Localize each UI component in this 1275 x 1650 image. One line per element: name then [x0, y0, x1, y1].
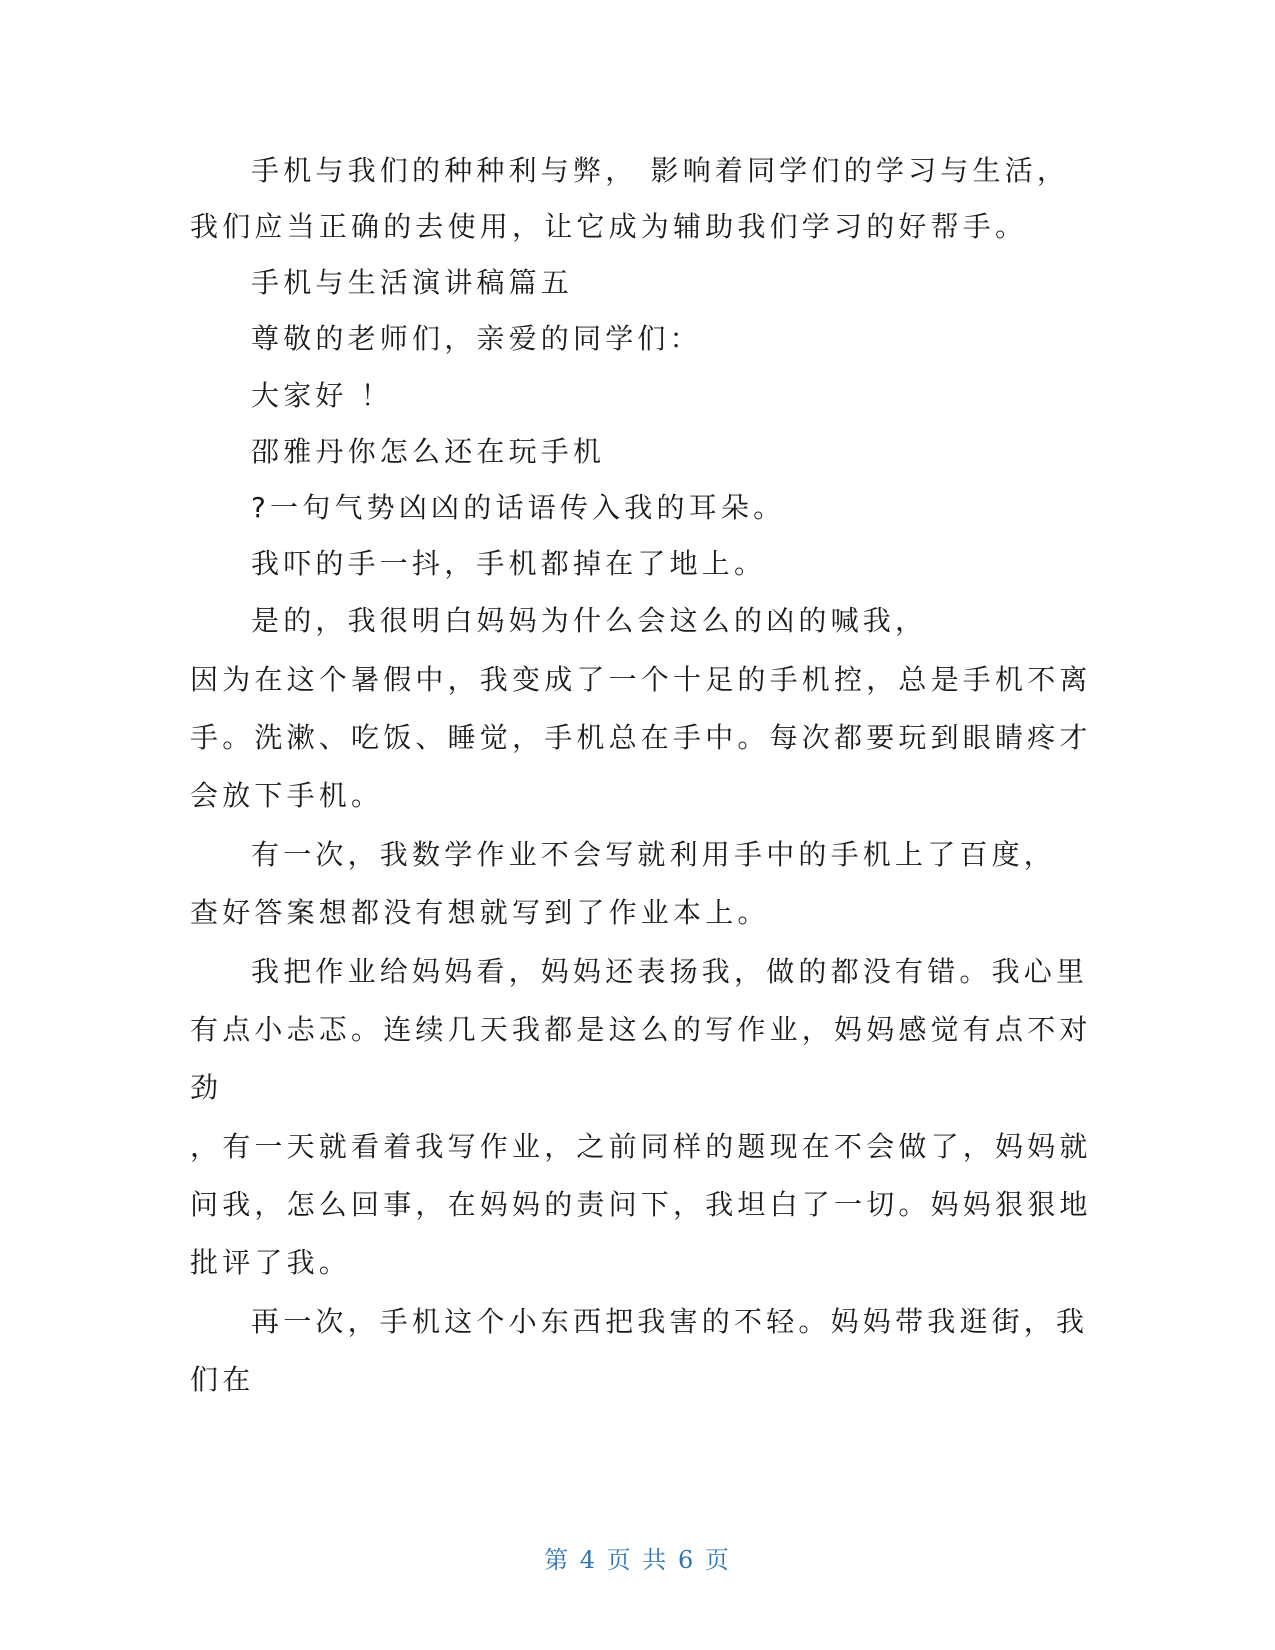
text-line: ?一句气势凶凶的话语传入我的耳朵。 — [251, 491, 786, 524]
text-line: 批评了我。 — [190, 1246, 352, 1279]
text-line: 邵雅丹你怎么还在玩手机 — [251, 435, 606, 468]
text-line: 手。洗漱、吃饭、睡觉，手机总在手中。每次都要玩到眼睛疼才 — [190, 721, 1092, 754]
text-line: 查好答案想都没有想就写到了作业本上。 — [190, 896, 770, 929]
text-line: 尊敬的老师们，亲爱的同学们： — [251, 322, 702, 355]
text-line: 我吓的手一抖，手机都掉在了地上。 — [251, 547, 767, 580]
text-line: 们在 — [190, 1363, 255, 1396]
text-line: 我们应当正确的去使用，让它成为辅助我们学习的好帮手。 — [190, 210, 1028, 243]
text-line: 我把作业给妈妈看，妈妈还表扬我，做的都没有错。我心里 — [251, 955, 1089, 988]
text-line: 再一次，手机这个小东西把我害的不轻。妈妈带我逛街，我 — [251, 1305, 1089, 1338]
text-line: ，有一天就看着我写作业，之前同样的题现在不会做了，妈妈就 — [190, 1130, 1092, 1163]
text-line: 因为在这个暑假中，我变成了一个十足的手机控，总是手机不离 — [190, 663, 1092, 696]
text-line: 会放下手机。 — [190, 779, 384, 812]
text-line: 是的，我很明白妈妈为什么会这么的凶的喊我， — [251, 604, 928, 637]
page-number-footer: 第 4 页 共 6 页 — [544, 1546, 731, 1574]
text-line: 手机与我们的种种利与弊， 影响着同学们的学习与生活， — [251, 154, 1070, 187]
text-line: 问我，怎么回事，在妈妈的责问下，我坦白了一切。妈妈狠狠地 — [190, 1188, 1092, 1221]
section-heading: 手机与生活演讲稿篇五 — [251, 266, 574, 299]
text-line: 大家好 ！ — [251, 379, 393, 412]
text-line: 有点小忐忑。连续几天我都是这么的写作业，妈妈感觉有点不对 — [190, 1013, 1092, 1046]
text-line: 劲 — [190, 1071, 223, 1104]
text-line: 有一次，我数学作业不会写就利用手中的手机上了百度， — [251, 838, 1057, 871]
